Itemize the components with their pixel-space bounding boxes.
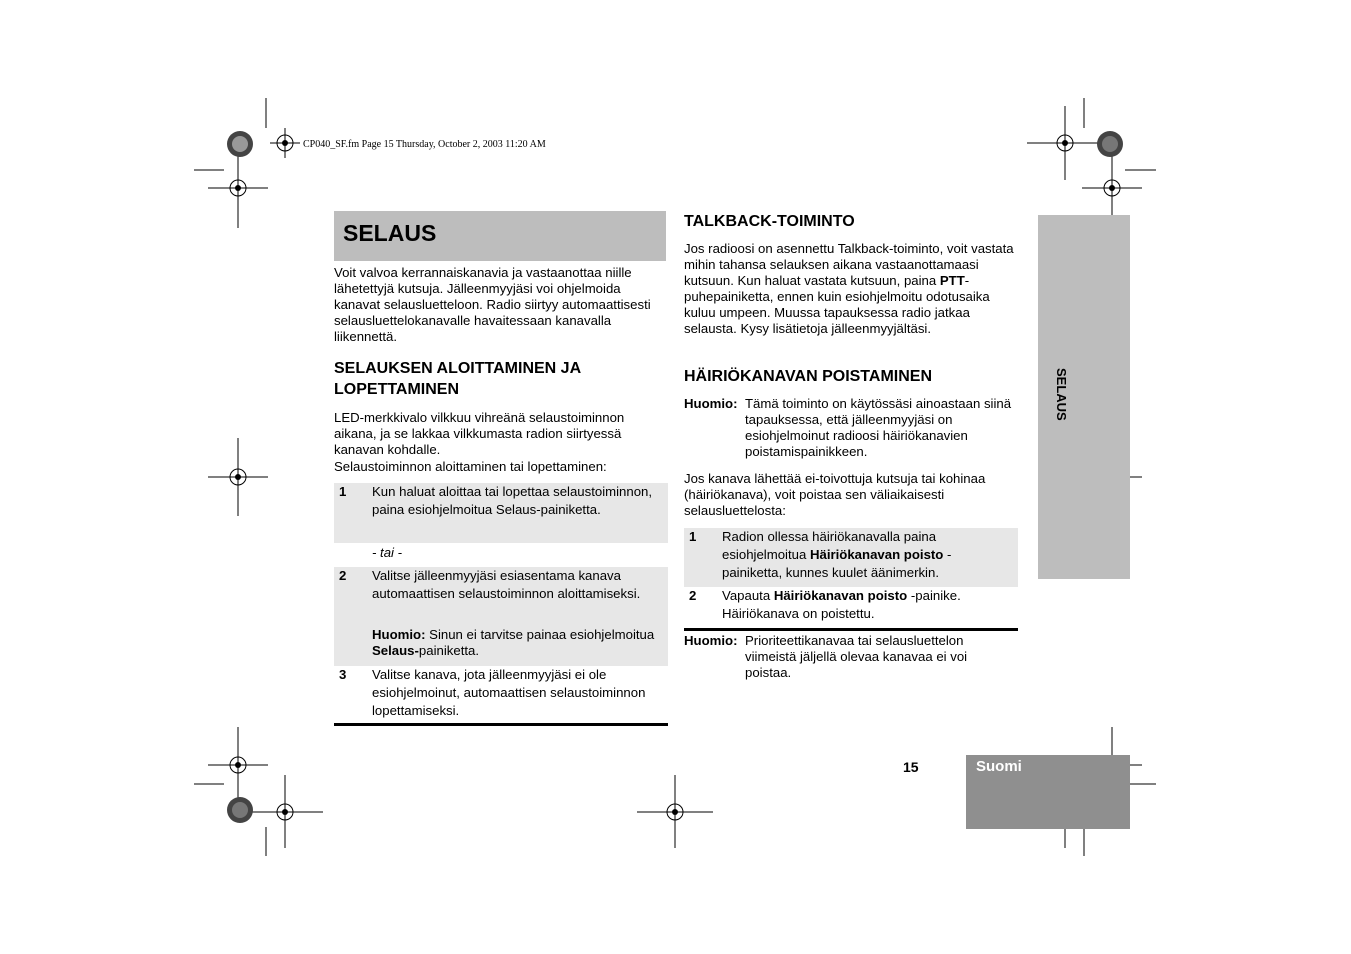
- language-tab: [966, 755, 1130, 829]
- section-heading-scan-start-stop: SELAUKSEN ALOITTAMINEN JA LOPETTAMINEN: [334, 360, 581, 398]
- nuisance-step-2: [684, 587, 1018, 627]
- intro-paragraph: Voit valvoa kerrannaiskanavia ja vastaanottaa niille lähetettyjä kutsuja. Jälleenmyyjäsi voi ohjelmoida kanavat selausluetteloon. Radio siirtyy automaattisesti selausluettelokanavalle havaitessaan kanavalla liikennettä.: [334, 265, 651, 344]
- note-text-post: painiketta.: [418, 643, 480, 658]
- page-title: SELAUS: [343, 220, 437, 246]
- led-paragraph: LED-merkkivalo vilkkuu vihreänä selaustoiminnon aikana, ja se lakkaa vilkkumasta radion siirtyessä kanavan kohdalle.: [334, 410, 625, 457]
- note-body: Prioriteettikanavaa tai selausluettelon viimeistä jäljellä olevaa kanavaa ei voi poistaa.: [745, 633, 968, 680]
- note-body: Tämä toiminto on käytössäsi ainoastaan siinä tapauksessa, että jälleenmyyjäsi on esiohjelmoinut radioosi häiriökanavien poistamispainikkeen.: [745, 396, 1012, 459]
- nuisance-note-1: [684, 396, 1014, 460]
- talkback-text-post: -puhepainiketta, ennen kuin esiohjelmoitu odotusaika kuluu umpeen. Muussa tapauksessa radio jatkaa selausta. Kysy lisätietoja jälleenmyyjältäsi.: [684, 273, 990, 336]
- step-2: [334, 567, 668, 666]
- note-label: Huomio:: [372, 627, 426, 642]
- step-number: 2: [339, 568, 347, 583]
- note-text-bold: Selaus-: [372, 643, 419, 658]
- step-text: Radion ollessa häiriökanavalla paina esiohjelmoitua Häiriökanavan poisto -painiketta, kunnes kuulet äänimerkin.: [722, 529, 952, 580]
- start-stop-intro: Selaustoiminnon aloittaminen tai lopettaminen:: [334, 459, 607, 474]
- note-label: Huomio:: [684, 396, 738, 411]
- step-3: [334, 666, 668, 722]
- section-end-rule: [334, 723, 668, 726]
- note-text-pre: Sinun ei tarvitse painaa esiohjelmoitua: [429, 627, 655, 642]
- steps-end-rule: [684, 628, 1018, 631]
- nuisance-paragraph: Jos kanava lähettää ei-toivottuja kutsuja tai kohinaa (häiriökanava), voit poistaa sen väliaikaisesti selausluettelosta:: [684, 471, 986, 518]
- page-number: 15: [903, 759, 919, 775]
- side-tab: [1038, 215, 1130, 579]
- or-separator: - tai -: [372, 545, 403, 560]
- step-text: Vapauta Häiriökanavan poisto -painike. Häiriökanava on poistettu.: [722, 588, 961, 621]
- side-tab-label: SELAUS: [1054, 368, 1069, 421]
- step-text: Kun haluat aloittaa tai lopettaa selaustoiminnon, paina esiohjelmoitua Selaus-painiketta.: [372, 484, 653, 517]
- language-label: Suomi: [976, 758, 1022, 775]
- step-text: Valitse jälleenmyyjäsi esiasentama kanava automaattisen selaustoiminnon aloittamiseksi.: [372, 568, 641, 601]
- ptt-label: PTT: [939, 273, 965, 288]
- section-heading-talkback: TALKBACK-TOIMINTO: [684, 213, 855, 230]
- step-number: 2: [689, 588, 697, 603]
- step-2-note: [372, 627, 662, 659]
- talkback-text-pre: Jos radioosi on asennettu Talkback-toiminto, voit vastata mihin tahansa selauksen aikana vastaanottamaasi kutsuun. Kun haluat vastata kutsuun, paina: [684, 241, 1014, 288]
- section-title-box: [334, 211, 666, 261]
- talkback-paragraph: [684, 241, 1014, 337]
- nuisance-step-1: [684, 528, 1018, 587]
- file-header-line: CP040_SF.fm Page 15 Thursday, October 2, 2003 11:20 AM: [303, 139, 546, 150]
- nuisance-note-2: [684, 633, 1014, 681]
- step-1: [334, 483, 668, 543]
- step-number: 1: [339, 484, 347, 499]
- step-number: 1: [689, 529, 697, 544]
- note-label: Huomio:: [684, 633, 738, 648]
- step-number: 3: [339, 667, 347, 682]
- step-text: Valitse kanava, jota jälleenmyyjäsi ei ole esiohjelmoinut, automaattisen selaustoiminnon lopettamiseksi.: [372, 667, 646, 718]
- section-heading-nuisance-delete: HÄIRIÖKANAVAN POISTAMINEN: [684, 368, 932, 385]
